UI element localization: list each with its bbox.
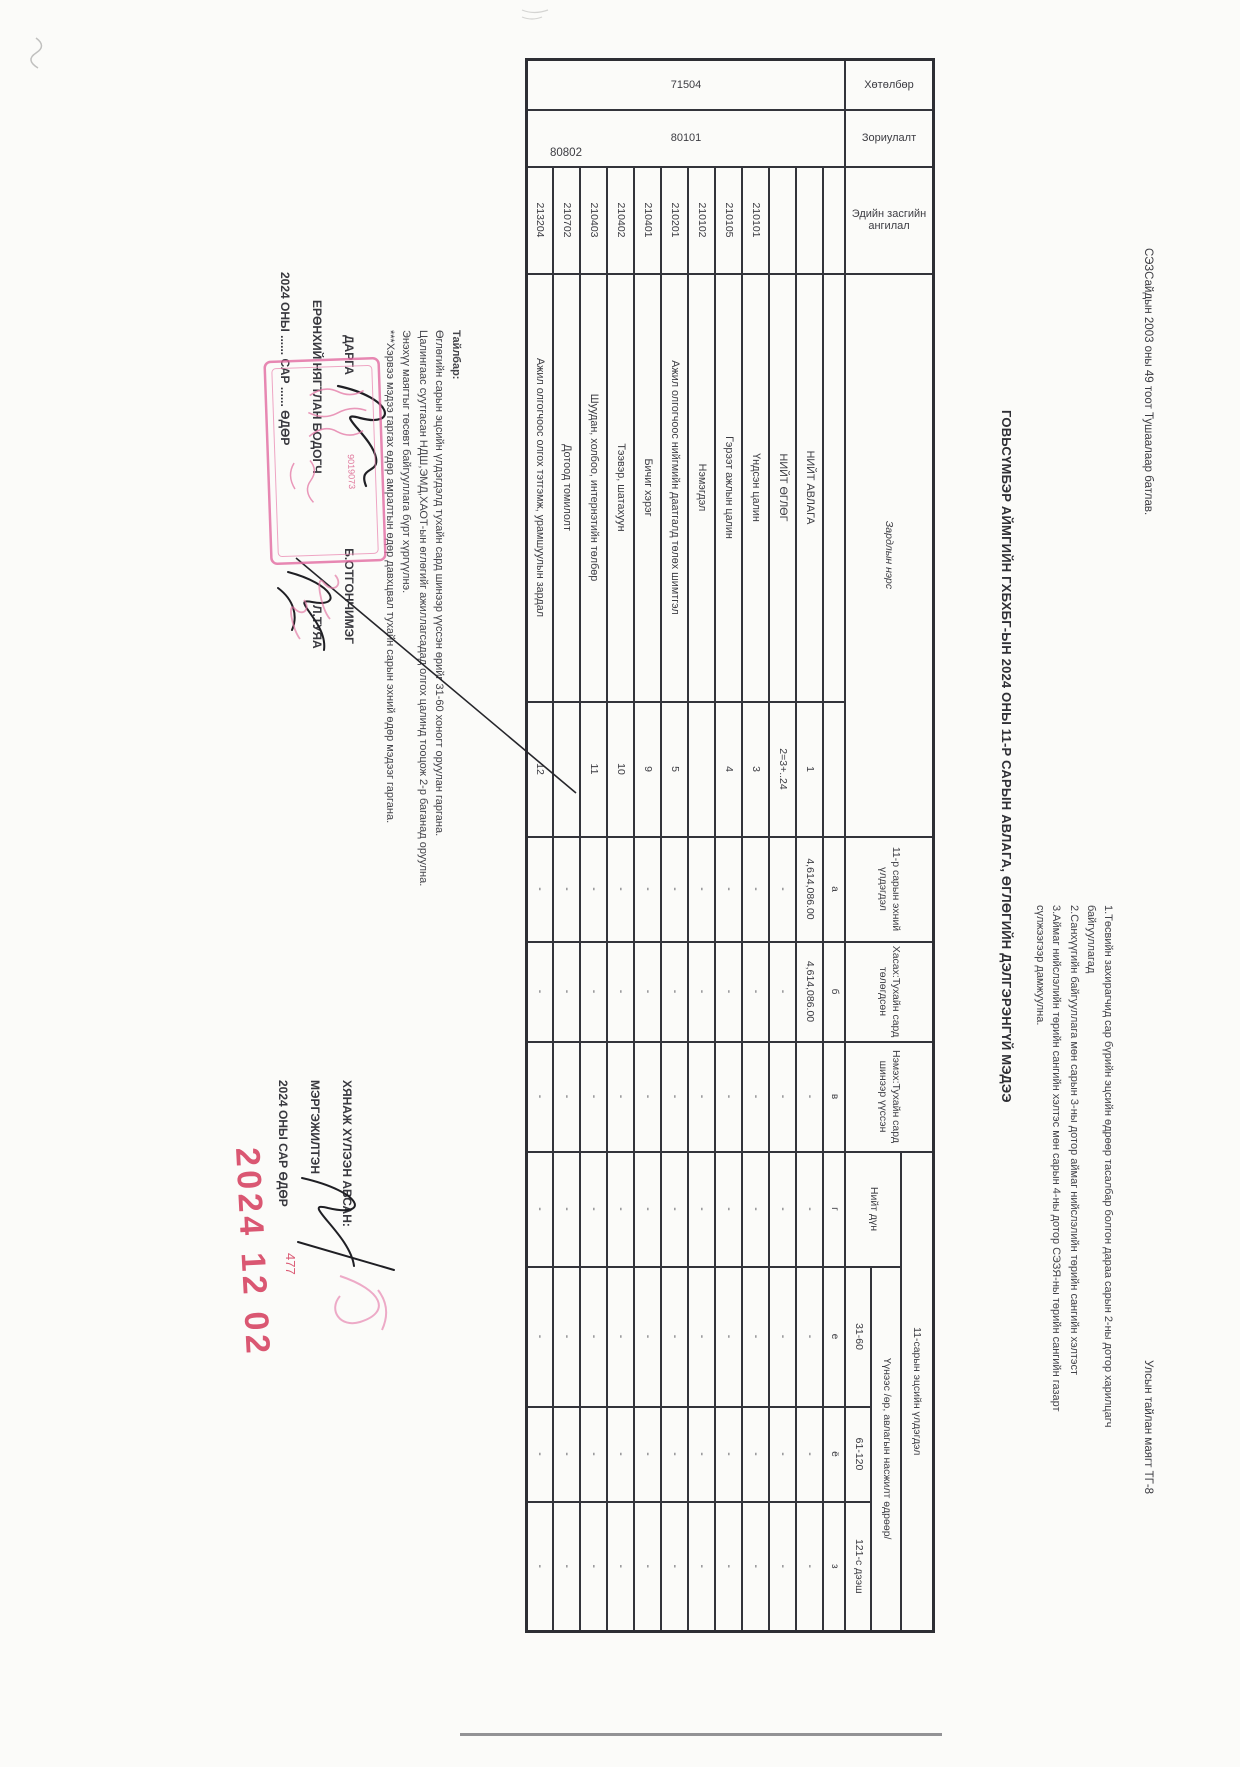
cell-value-ё: -	[689, 1407, 716, 1502]
date-line-right: 2024 ОНЫ САР ӨДӨР	[276, 1080, 290, 1207]
cell-value-г: -	[527, 1152, 554, 1267]
letters-row	[824, 60, 846, 1632]
cell-value-з: -	[581, 1502, 608, 1632]
table-row	[770, 60, 797, 1632]
letter-cell: з	[824, 1502, 846, 1632]
cell-value-а: -	[554, 837, 581, 942]
director-label: ДАРГА	[342, 335, 356, 375]
accountant-name: Л.ТУЯА	[310, 605, 324, 649]
letter-cell	[824, 274, 846, 702]
col-age3-header: 121-с дээш	[846, 1502, 872, 1632]
cell-value-е: -	[581, 1267, 608, 1407]
cell-value-б: -	[770, 942, 797, 1042]
letter-cell	[824, 702, 846, 837]
cell-value-з: -	[797, 1502, 824, 1632]
cell-value-в: -	[554, 1042, 581, 1152]
econ-class-header-cell	[846, 167, 934, 274]
cell-value-е: -	[608, 1267, 635, 1407]
table-row	[581, 60, 608, 1632]
cell-row-no: 10	[608, 702, 635, 837]
letter-cell: б	[824, 942, 846, 1042]
tailbar-line: Энэхүү маягтыг төсөвт байгууллага бүрт хүргүүлнэ.	[400, 330, 413, 594]
cell-expense-name: Гэрээт ажлын цалин	[716, 274, 743, 702]
cell-row-no: 3	[743, 702, 770, 837]
note-line: 2.Санхүүгийн байгууллага мөн сарын 3-ны дотор аймаг нийслэлийн төрийн сангийн хэлтэст	[1068, 905, 1080, 1376]
letter-cell: г	[824, 1152, 846, 1267]
cell-row-no: 2=3+..24	[770, 702, 797, 837]
cell-expense-name: Бичиг хэрэг	[635, 274, 662, 702]
cell-value-б: -	[635, 942, 662, 1042]
col-minus-header: Хасах:Тухайн сард төлөгдсөн	[846, 942, 934, 1042]
letter-cell: ё	[824, 1407, 846, 1502]
transmission-notes	[1031, 905, 1117, 1450]
tailbar-line: Цалингаас суутгасан НДШ,ЭМД,ХАОТ-ын өглөгийг ажиллагсадад олгох цалинд тооцож 2-р баганад оруулна.	[417, 330, 429, 887]
cell-value-ё: -	[662, 1407, 689, 1502]
cell-value-з: -	[743, 1502, 770, 1632]
cell-row-no: 1	[797, 702, 824, 837]
cell-econ-code: 210402	[608, 167, 635, 274]
cell-value-в: -	[770, 1042, 797, 1152]
cell-row-no: 9	[635, 702, 662, 837]
cell-value-б: 4,614,086.00	[797, 942, 824, 1042]
cell-value-ё: -	[608, 1407, 635, 1502]
cell-value-б: -	[581, 942, 608, 1042]
cell-expense-name: НИЙТ АВЛАГА	[797, 274, 824, 702]
purpose-header-cell	[846, 110, 934, 167]
cell-value-в: -	[743, 1042, 770, 1152]
econ-class-label: Эдийн засгийн ангилал	[852, 207, 927, 232]
table-row	[608, 60, 635, 1632]
cell-value-з: -	[608, 1502, 635, 1632]
specialist-line: МЭРГЭЖИЛТЭН	[308, 1080, 322, 1175]
cell-value-г: -	[797, 1152, 824, 1267]
cell-value-г: -	[689, 1152, 716, 1267]
cell-value-г: -	[608, 1152, 635, 1267]
cell-econ-code: 210102	[689, 167, 716, 274]
form-code: Улсын тайлан маягт ТГ-8	[1142, 1360, 1154, 1495]
accountant-line	[310, 300, 324, 649]
director-name: Б.ОТГОНЧИМЭГ	[342, 548, 356, 644]
cell-value-ё: -	[554, 1407, 581, 1502]
cell-value-г: -	[770, 1152, 797, 1267]
cell-value-з: -	[716, 1502, 743, 1632]
cell-value-ё: -	[527, 1407, 554, 1502]
cell-econ-code	[770, 167, 797, 274]
cell-econ-code: 210702	[554, 167, 581, 274]
cell-value-в: -	[527, 1042, 554, 1152]
cell-value-б: -	[689, 942, 716, 1042]
cell-value-г: -	[662, 1152, 689, 1267]
document-title: ГОВЬСҮМБЭР АЙМГИЙН ГХБХБГ-ЫН 2024 ОНЫ 11-Р САРЫН АВЛАГА, ӨГЛӨГИЙН ДЭЛГЭРЭНГҮЙ МЭДЭЭ	[999, 410, 1014, 1103]
col-opening-header: 11-р сарын эхний үлдэгдэл	[846, 837, 934, 942]
cell-value-а: -	[743, 837, 770, 942]
cell-expense-name: Тээвэр, шатахуун	[608, 274, 635, 702]
cell-value-е: -	[716, 1267, 743, 1407]
cell-value-а: -	[527, 837, 554, 942]
table-row	[527, 60, 554, 1632]
program-label: Хөтөлбөр	[864, 78, 915, 91]
col-age2-header: 61-120	[846, 1407, 872, 1502]
cell-value-з: -	[662, 1502, 689, 1632]
cell-value-з: -	[689, 1502, 716, 1632]
program-value-cell	[527, 60, 846, 110]
note-line: 1.Төсвийн захирагчид сар бүрийн эцсийн өдрөөр тасалбар болгон дараа сарын 2-ны дотор харилцагч байгууллагад	[1085, 905, 1114, 1428]
cell-value-б: -	[662, 942, 689, 1042]
cell-value-ё: -	[635, 1407, 662, 1502]
cell-value-в: -	[689, 1042, 716, 1152]
cell-value-в: -	[797, 1042, 824, 1152]
cell-value-г: -	[716, 1152, 743, 1267]
table-row	[554, 60, 581, 1632]
expense-name-header-cell: Зардлын нэрс	[846, 274, 934, 837]
cell-value-а: -	[662, 837, 689, 942]
tailbar-line: ***Хэрвээ мэдээ гаргах өдөр амралтын өдөр давхцвал тухайн сарын эхний өдөр мэдээг гаргана.	[384, 330, 396, 824]
letter-cell	[824, 167, 846, 274]
cell-value-г: -	[743, 1152, 770, 1267]
cell-value-в: -	[716, 1042, 743, 1152]
cell-value-з: -	[635, 1502, 662, 1632]
cell-value-в: -	[635, 1042, 662, 1152]
cell-econ-code: 210101	[743, 167, 770, 274]
director-line	[342, 335, 356, 644]
cell-row-no	[554, 702, 581, 837]
cell-value-а: -	[635, 837, 662, 942]
letter-cell: е	[824, 1267, 846, 1407]
cell-value-б: -	[554, 942, 581, 1042]
table-row	[743, 60, 770, 1632]
tailbar-label: Тайлбар:	[450, 330, 462, 380]
cell-value-г: -	[581, 1152, 608, 1267]
cell-value-а: -	[581, 837, 608, 942]
scan-edge-line	[460, 1733, 942, 1736]
table-row	[662, 60, 689, 1632]
letter-cell: в	[824, 1042, 846, 1152]
report-table	[525, 58, 935, 1633]
cell-row-no	[689, 702, 716, 837]
cell-value-а: 4,614,086.00	[797, 837, 824, 942]
cell-value-а: -	[716, 837, 743, 942]
cell-expense-name: Нэмэгдэл	[689, 274, 716, 702]
col-aging-group-header: Үүнээс /өр, авлагын насжилт өдрөөр/	[872, 1267, 902, 1632]
cell-row-no: 11	[581, 702, 608, 837]
cell-value-б: -	[743, 942, 770, 1042]
cell-econ-code: 213204	[527, 167, 554, 274]
cell-value-е: -	[554, 1267, 581, 1407]
tailbar-block	[382, 330, 465, 886]
cell-value-е: -	[527, 1267, 554, 1407]
tailbar-line: Өглөгийн сарын эцсийн үлдэгдэлд тухайн сард шинээр үүссэн өрийг 31-60 хоногт оруулан гаргана.	[433, 330, 446, 837]
cell-expense-name: Дотоод томилолт	[554, 274, 581, 702]
cell-value-е: -	[635, 1267, 662, 1407]
cell-value-ё: -	[581, 1407, 608, 1502]
cell-value-е: -	[797, 1267, 824, 1407]
accountant-label: ЕРӨНХИЙ НЯГТЛАН БОДОГЧ	[310, 300, 324, 474]
pencil-mark	[31, 38, 42, 68]
purpose-value: 80101	[670, 131, 702, 144]
cell-value-ё: -	[770, 1407, 797, 1502]
note-line: 3.Аймаг нийслэлийн төрийн сангийн хэлтэс мөн сарын 4-ны дотор СЭЗЯ-ны төрийн сангийн газарт сүлжээгээр дамжуулна.	[1034, 905, 1063, 1412]
cell-econ-code: 210403	[581, 167, 608, 274]
cell-expense-name: Шуудан, холбоо, интернэтийн төлбөр	[581, 274, 608, 702]
col-total-header: Нийт дүн	[846, 1152, 902, 1267]
cell-value-з: -	[554, 1502, 581, 1632]
cell-value-з: -	[527, 1502, 554, 1632]
cell-value-е: -	[743, 1267, 770, 1407]
cell-value-в: -	[662, 1042, 689, 1152]
program-header-cell	[846, 60, 934, 110]
table-row	[635, 60, 662, 1632]
extra-code: 80802	[550, 147, 582, 159]
cell-value-е: -	[662, 1267, 689, 1407]
cell-value-ё: -	[743, 1407, 770, 1502]
cell-value-г: -	[554, 1152, 581, 1267]
pencil-mark	[522, 10, 548, 19]
cell-value-ё: -	[797, 1407, 824, 1502]
cell-value-з: -	[770, 1502, 797, 1632]
cell-value-а: -	[608, 837, 635, 942]
purpose-label: Зориулалт	[862, 131, 917, 144]
cell-econ-code: 210401	[635, 167, 662, 274]
cell-econ-code	[797, 167, 824, 274]
cell-row-no: 4	[716, 702, 743, 837]
cell-expense-name: НИЙТ ӨГЛӨГ	[770, 274, 797, 702]
table-row	[689, 60, 716, 1632]
col-plus-header: Нэмэх:Тухайн сард шинээр үүссэн	[846, 1042, 934, 1152]
cell-value-е: -	[770, 1267, 797, 1407]
table-row	[797, 60, 824, 1632]
cell-econ-code: 210201	[662, 167, 689, 274]
date-line-left: 2024 ОНЫ ...... САР ...... ӨДӨР	[278, 272, 292, 446]
approval-note: СЭЗСайдын 2003 оны 49 тоот Тушаалаар батлав.	[1142, 248, 1154, 516]
date-stamp: 2024 12 02	[228, 1146, 277, 1359]
header-row	[902, 60, 934, 1632]
cell-value-б: -	[527, 942, 554, 1042]
red-scribble-right	[335, 1276, 386, 1330]
cell-row-no: 5	[662, 702, 689, 837]
cell-expense-name: Ажил олгогчоос олгох тэтгэмж, урамшуулын зардал	[527, 274, 554, 702]
reviewer-line: ХЯНАЖ ХҮЛЭЭН АВСАН:	[340, 1080, 354, 1227]
cell-econ-code: 210105	[716, 167, 743, 274]
letter-cell: а	[824, 837, 846, 942]
cell-value-б: -	[608, 942, 635, 1042]
cell-expense-name: Үндсэн цалин	[743, 274, 770, 702]
cell-value-в: -	[581, 1042, 608, 1152]
cell-value-а: -	[770, 837, 797, 942]
cell-value-ё: -	[716, 1407, 743, 1502]
col-age1-header: 31-60	[846, 1267, 872, 1407]
table-row	[716, 60, 743, 1632]
program-value: 71504	[670, 78, 702, 91]
cell-value-в: -	[608, 1042, 635, 1152]
cell-value-г: -	[635, 1152, 662, 1267]
cell-value-б: -	[716, 942, 743, 1042]
cell-row-no: 12	[527, 702, 554, 837]
stamp-registry-number: 9019073	[345, 453, 358, 490]
stamp-number: 477	[283, 1253, 298, 1275]
cell-value-е: -	[689, 1267, 716, 1407]
cell-expense-name: Ажил олгогчоос нийгмийн даатгалд төлөх шимтгэл	[662, 274, 689, 702]
cell-value-а: -	[689, 837, 716, 942]
col-closing-group-header: 11-сарын эцсийн үлдэгдэл	[902, 1152, 934, 1632]
